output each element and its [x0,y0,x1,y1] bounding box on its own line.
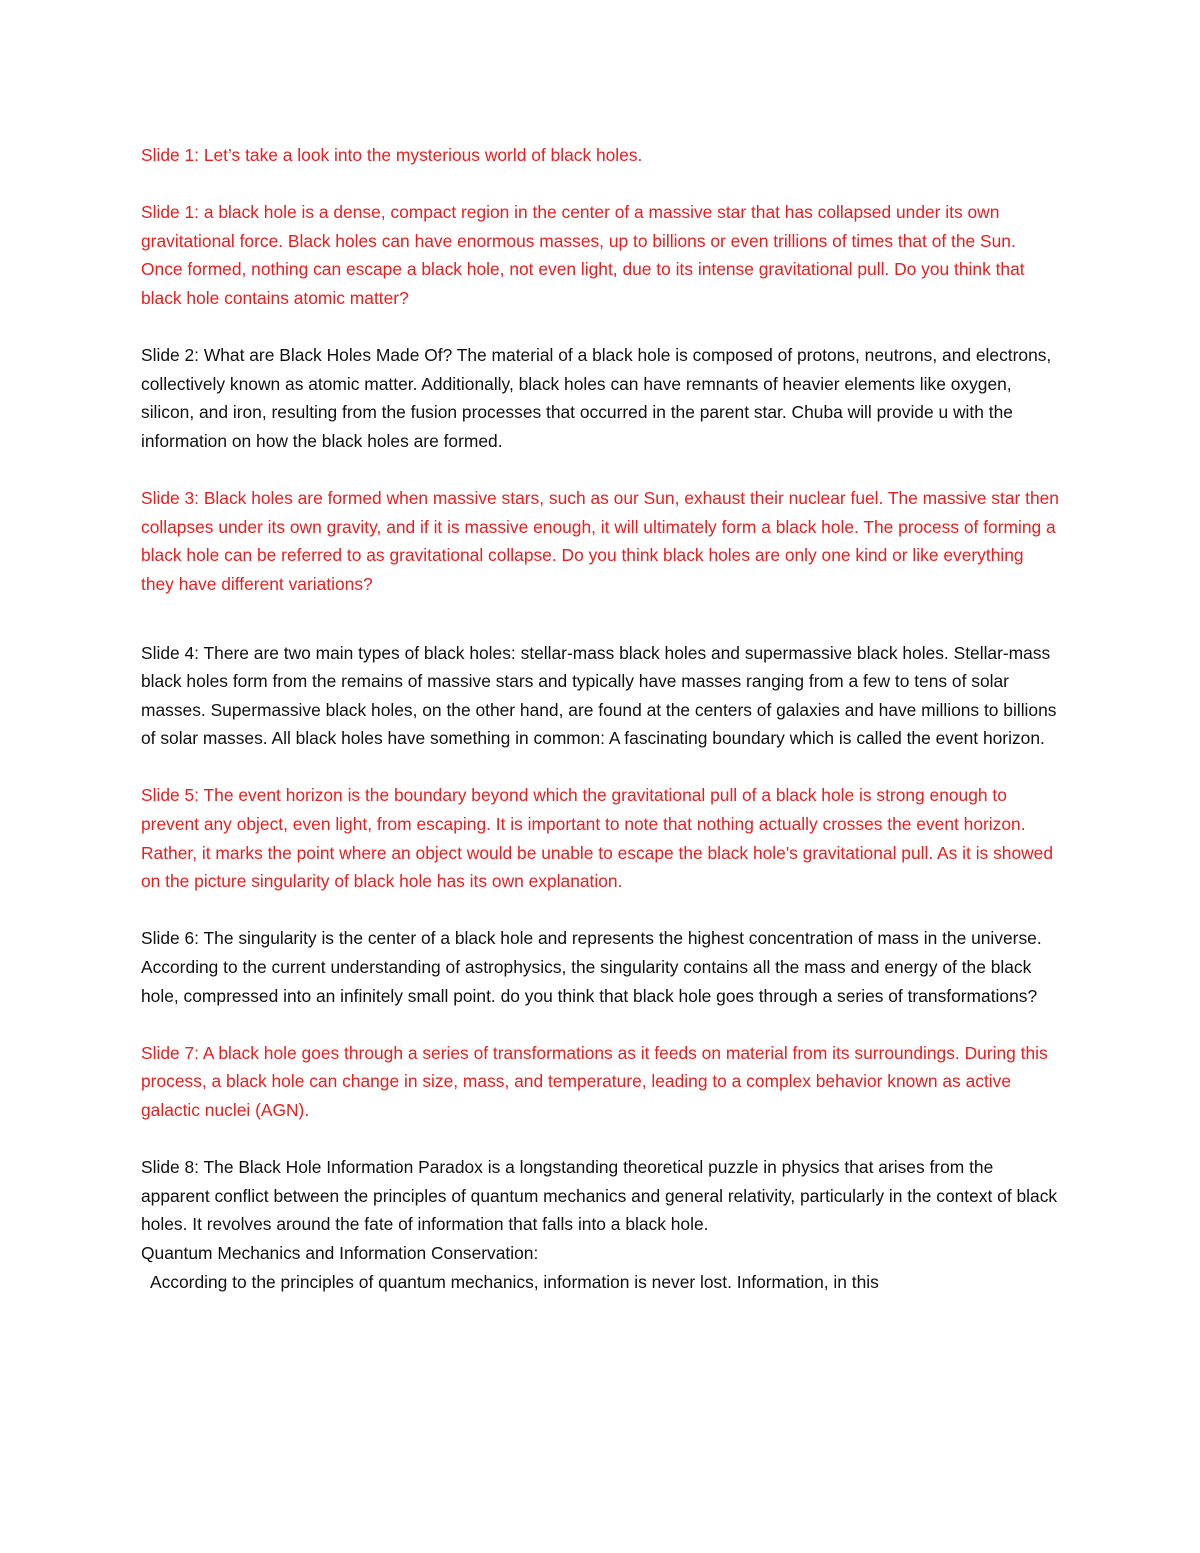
section-heading-quantum-mechanics: Quantum Mechanics and Information Conservation: [141,1242,539,1263]
paragraph-slide-1-definition: Slide 1: a black hole is a dense, compact region in the center of a massive star that has collapsed under its own gravitational force. Black holes can have enormous masses, up to billions or even trillions of times that of the Sun. Once formed, nothing can escape a black hole, not even light, due to its intense gravitational pull. Do you think that black hole contains atomic matter? [141,202,1025,308]
paragraph-spacer [141,313,1061,342]
document-page [141,141,1061,1296]
paragraph-quantum-mechanics: According to the principles of quantum mechanics, information is never lost. Information, in this [150,1271,879,1292]
paragraph-spacer [141,753,1061,782]
paragraph-slide-5: Slide 5: The event horizon is the boundary beyond which the gravitational pull of a black hole is strong enough to prevent any object, even light, from escaping. It is important to note that nothing actually crosses the event horizon. Rather, it marks the point where an object would be unable to escape the black hole's gravitational pull. As it is showed on the picture singularity of black hole has its own explanation. [141,785,1054,892]
paragraph-slide-7: Slide 7: A black hole goes through a series of transformations as it feeds on material from its surroundings. During this process, a black hole can change in size, mass, and temperature, leading to a complex behavior known as active galactic nuclei (AGN). [141,1042,1048,1120]
paragraph-slide-2: Slide 2: What are Black Holes Made Of? The material of a black hole is composed of protons, neutrons, and electrons, collectively known as atomic matter. Additionally, black holes can have remnants of heavier elements like oxygen, silicon, and iron, resulting from the fusion processes that occurred in the parent star. Chuba will provide u with the information on how the black holes are formed. [141,345,1052,451]
paragraph-spacer [141,896,1061,925]
paragraph-slide-1-intro: Slide 1: Let’s take a look into the mysterious world of black holes. [141,145,643,165]
paragraph-spacer [141,1125,1061,1154]
paragraph-spacer [141,599,1061,639]
paragraph-slide-4: Slide 4: There are two main types of black holes: stellar-mass black holes and supermassive black holes. Stellar-mass black holes form from the remains of massive stars and typically have masses ranging from a few to tens of solar masses. Supermassive black holes, on the other hand, are found at the centers of galaxies and have millions to billions of solar masses. All black holes have something in common: A fascinating boundary which is called the event horizon. [141,642,1057,749]
paragraph-spacer [141,170,1061,199]
paragraph-spacer [141,456,1061,485]
paragraph-slide-6: Slide 6: The singularity is the center of a black hole and represents the highest concentration of mass in the universe. According to the current understanding of astrophysics, the singularity contains all the mass and energy of the black hole, compressed into an infinitely small point. do you think that black hole goes through a series of transformations? [141,928,1042,1006]
paragraph-spacer [141,1010,1061,1039]
paragraph-slide-8: Slide 8: The Black Hole Information Paradox is a longstanding theoretical puzzle in physics that arises from the apparent conflict between the principles of quantum mechanics and general relativity, particularly in the context of black holes. It revolves around the fate of information that falls into a black hole. [141,1157,1058,1235]
paragraph-slide-3: Slide 3: Black holes are formed when massive stars, such as our Sun, exhaust their nuclear fuel. The massive star then collapses under its own gravity, and if it is massive enough, it will ultimately form a black hole. The process of forming a black hole can be referred to as gravitational collapse. Do you think black holes are only one kind or like everything they have different variations? [141,488,1059,594]
